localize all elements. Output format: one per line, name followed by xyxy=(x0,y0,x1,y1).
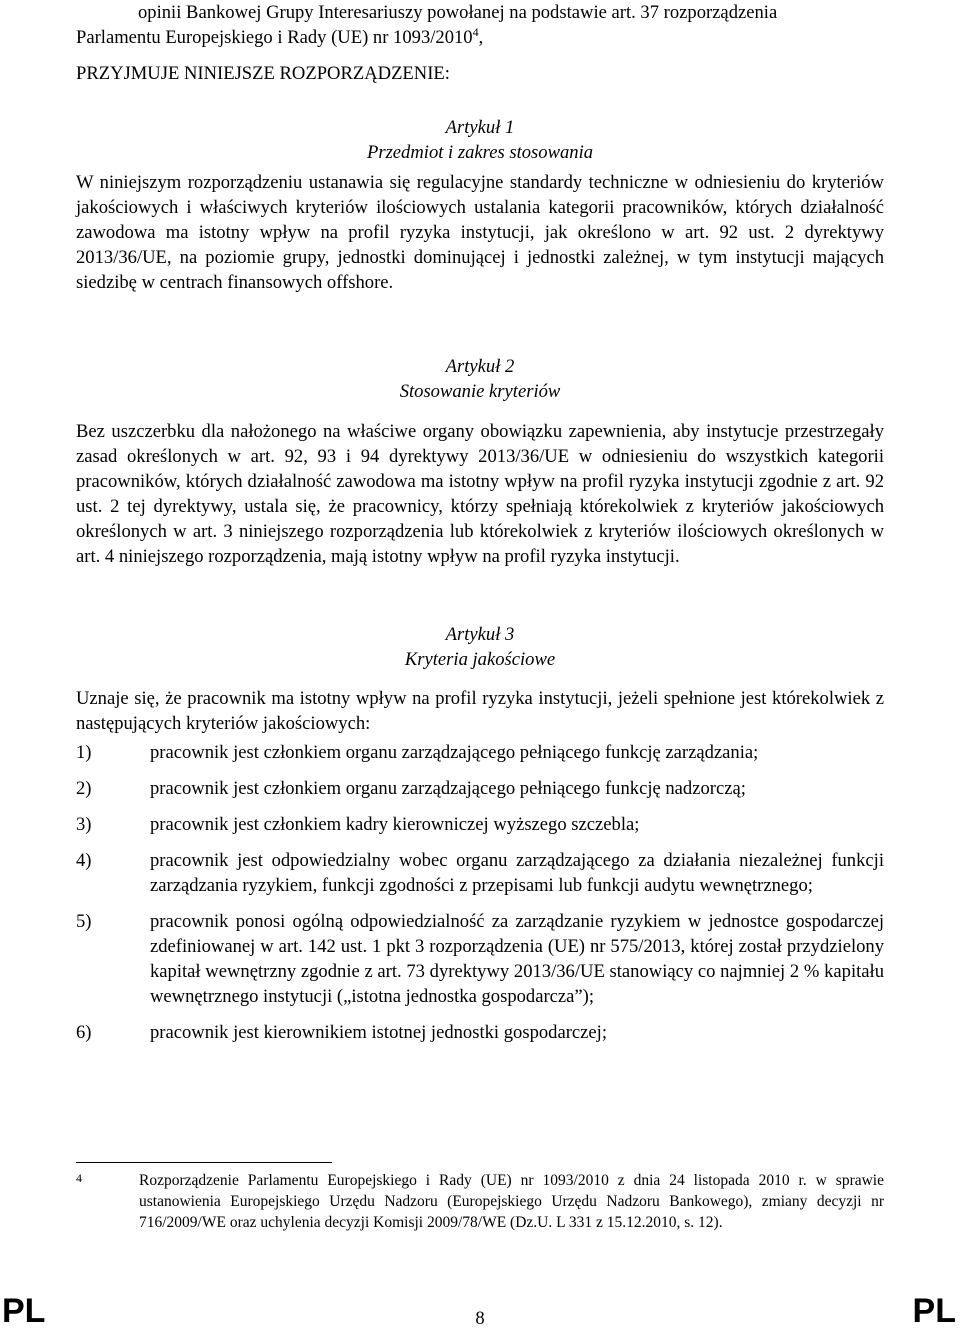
list-item-text: pracownik jest odpowiedzialny wobec organu zarządzającego za działania niezależnej funkcji zarządzania ryzykiem, funkcji zgodności z przepisami lub funkcji audytu wewnętrznego; xyxy=(150,850,884,896)
intro-line-2-tail: , xyxy=(478,27,484,48)
list-item xyxy=(76,740,884,765)
article-1 xyxy=(76,115,884,295)
footnote-divider xyxy=(76,1162,332,1163)
list-item xyxy=(76,812,884,837)
language-code-left: PL xyxy=(2,1292,46,1330)
footnote xyxy=(76,1170,884,1233)
list-item xyxy=(76,776,884,801)
article-1-text: W niniejszym rozporządzeniu ustanawia się regulacyjne standardy techniczne w odniesieniu do kryteriów jakościowych i właściwych kryteriów ilościowych ustalania kategorii pracowników, których działalność zawodowa ma istotny wpływ na profil ryzyka instytucji, jak określono w art. 92 ust. 2 dyrektywy 2013/36/UE, na poziomie grupy, jednostki dominującej i jednostki zależnej, w tym instytucji mających siedzibę w centrach finansowych offshore. xyxy=(76,172,884,293)
footnote-text: Rozporządzenie Parlamentu Europejskiego i Rady (UE) nr 1093/2010 z dnia 24 listopada 2010 r. w sprawie ustanowienia Europejskiego Urzędu Nadzoru (Europejskiego Urzędu Nadzoru Bankowego), zmiany decyzji nr 716/2009/WE oraz uchylenia decyzji Komisji 2009/78/WE (Dz.U. L 331 z 15.12.2010, s. 12). xyxy=(139,1172,884,1231)
list-item xyxy=(76,848,884,898)
article-3-title: Kryteria jakościowe xyxy=(404,649,556,670)
page-number: 8 xyxy=(475,1308,485,1329)
article-3 xyxy=(76,622,884,736)
footnote-reference-4[interactable]: 4 xyxy=(472,24,479,39)
list-item-text: pracownik jest członkiem kadry kierowniczej wyższego szczebla; xyxy=(150,814,640,835)
criteria-list xyxy=(76,740,884,1045)
list-item-number: 5) xyxy=(76,911,92,932)
article-3-number: Artykuł 3 xyxy=(445,624,515,645)
article-2-number: Artykuł 2 xyxy=(445,356,515,377)
list-item xyxy=(76,909,884,1009)
list-item-text: pracownik jest kierownikiem istotnej jednostki gospodarczej; xyxy=(150,1022,607,1043)
list-item-text: pracownik jest członkiem organu zarządzającego pełniącego funkcję zarządzania; xyxy=(150,742,759,763)
intro-line-2 xyxy=(76,25,884,50)
language-code-right: PL xyxy=(912,1292,956,1330)
list-item-number: 2) xyxy=(76,778,92,799)
list-item-text: pracownik ponosi ogólną odpowiedzialność za zarządzanie ryzykiem w jednostce gospodarczej zdefiniowanej w art. 142 ust. 1 pkt 3 rozporządzenia (UE) nr 575/2013, której został przydzielony kapitał wewnętrzny zgodnie z art. 73 dyrektywy 2013/36/UE stanowiący co najmniej 2 % kapitału wewnętrznego instytucji („istotna jednostka gospodarcza”); xyxy=(150,911,884,1007)
article-2 xyxy=(76,354,884,569)
list-item-number: 1) xyxy=(76,742,92,763)
article-1-number: Artykuł 1 xyxy=(445,117,515,138)
intro-paragraph xyxy=(138,0,884,25)
intro-line-2-wrap xyxy=(76,25,884,50)
list-item xyxy=(76,1020,884,1045)
list-item-number: 3) xyxy=(76,814,92,835)
intro-line-2-text: Parlamentu Europejskiego i Rady (UE) nr 1093/2010 xyxy=(76,27,473,48)
article-2-title: Stosowanie kryteriów xyxy=(399,381,561,402)
adopts-statement: PRZYJMUJE NINIEJSZE ROZPORZĄDZENIE: xyxy=(76,63,450,84)
article-2-text: Bez uszczerbku dla nałożonego na właściwe organy obowiązku zapewnienia, aby instytucje przestrzegały zasad określonych w art. 92, 93 i 94 dyrektywy 2013/36/UE w odniesieniu do wszystkich kategorii pracowników, których działalność zawodowa ma istotny wpływ na profil ryzyka instytucji zgodnie z art. 92 ust. 2 tej dyrektywy, ustala się, że pracownicy, którzy spełniają którekolwiek z kryteriów jakościowych określonych w art. 3 niniejszego rozporządzenia lub którekolwiek z kryteriów ilościowych określonych w art. 4 niniejszego rozporządzenia, mają istotny wpływ na profil ryzyka instytucji. xyxy=(76,421,884,567)
article-1-title: Przedmiot i zakres stosowania xyxy=(366,142,594,163)
footnote-mark: 4 xyxy=(76,1171,82,1185)
intro-line-1: opinii Bankowej Grupy Interesariuszy powołanej na podstawie art. 37 rozporządzenia xyxy=(138,2,778,23)
list-item-text: pracownik jest członkiem organu zarządzającego pełniącego funkcję nadzorczą; xyxy=(150,778,746,799)
list-item-number: 4) xyxy=(76,850,92,871)
article-3-intro-text: Uznaje się, że pracownik ma istotny wpływ na profil ryzyka instytucji, jeżeli spełnione jest którekolwiek z następujących kryteriów jakościowych: xyxy=(76,688,884,734)
list-item-number: 6) xyxy=(76,1022,92,1043)
